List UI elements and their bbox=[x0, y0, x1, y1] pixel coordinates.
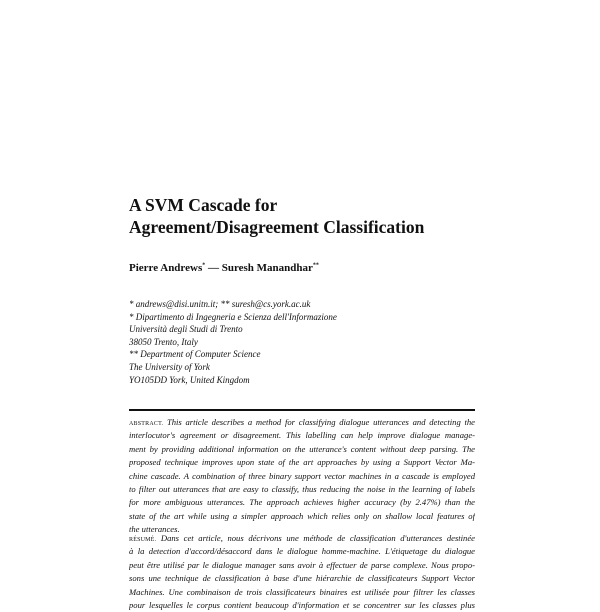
author-separator: — bbox=[205, 262, 222, 274]
resume-label: RÉSUMÉ. bbox=[129, 537, 157, 543]
resume-line: Machines. Une combinaison de trois classificateurs binaires est utilisée pour filtrer les classes bbox=[129, 586, 475, 597]
resume-line: peut être utilisé par le dialogue manager sans avoir à effectuer de parse complexe. Nous propo- bbox=[129, 559, 475, 570]
author-mark: * bbox=[202, 262, 206, 269]
affiliation-line: The University of York bbox=[129, 361, 210, 372]
divider-rule bbox=[129, 409, 475, 411]
title-line: Agreement/Disagreement Classification bbox=[129, 217, 425, 237]
abstract-label: ABSTRACT. bbox=[129, 421, 164, 427]
abstract-line: chine cascade. A combination of three binary support vector machines in a cascade is employed bbox=[129, 470, 475, 481]
author-name: Suresh Manandhar bbox=[221, 262, 313, 274]
abstract-line: ment by providing additional information on the utterance's content without deep parsing. The bbox=[129, 443, 475, 454]
resume bbox=[129, 532, 475, 612]
paper-title bbox=[129, 194, 424, 238]
affiliation-line: Università degli Studi di Trento bbox=[129, 324, 243, 335]
resume-line: à la detection d'accord/désaccord dans le dialogue homme-machine. L'étiquetage du dialogue bbox=[129, 546, 475, 557]
abstract-line: proposed technique improves upon state of the art approaches by using a Support Vector Ma- bbox=[129, 457, 475, 468]
affiliation-line: * Dipartimento di Ingegneria e Scienza dell'Informazione bbox=[129, 311, 337, 322]
affiliation-line: 38050 Trento, Italy bbox=[129, 336, 198, 347]
resume-line: sons une technique de classification à base d'une hiérarchie de classificateurs Support Vector bbox=[129, 573, 475, 584]
affiliation-line: ** Department of Computer Science bbox=[129, 349, 261, 360]
abstract-line: to filter out utterances that are easy to classify, thus reducing the noise in the learning of labels bbox=[129, 483, 475, 494]
author-mark: ** bbox=[312, 262, 319, 269]
abstract bbox=[129, 416, 475, 537]
abstract-line: interlocutor's agreement or disagreement. This labelling can help improve dialogue manage- bbox=[129, 430, 475, 441]
affiliation-line: YO105DD York, United Kingdom bbox=[129, 374, 250, 385]
affiliations bbox=[129, 298, 337, 386]
authors bbox=[129, 262, 319, 274]
resume-line: Dans cet article, nous décrivons une méthode de classification d'utterances destinée bbox=[160, 533, 475, 543]
author-name: Pierre Andrews bbox=[129, 262, 203, 274]
author-emails: * andrews@disi.unitn.it; ** suresh@cs.york.ac.uk bbox=[129, 299, 311, 309]
abstract-line: This article describes a method for classifying dialogue utterances and detecting the bbox=[166, 417, 475, 427]
abstract-line: the utterances. bbox=[129, 524, 180, 535]
title-line: A SVM Cascade for bbox=[129, 195, 278, 215]
abstract-line: for more ambiguous utterances. The approach achieves higher accuracy (by 2.47%) than the bbox=[129, 497, 475, 508]
abstract-line: state of the art while using a simpler approach which relies only on shallow local features of bbox=[129, 510, 475, 521]
resume-line: pour lesquelles le corpus contient beaucoup d'information et se concentrer sur les classes plus bbox=[129, 599, 475, 610]
